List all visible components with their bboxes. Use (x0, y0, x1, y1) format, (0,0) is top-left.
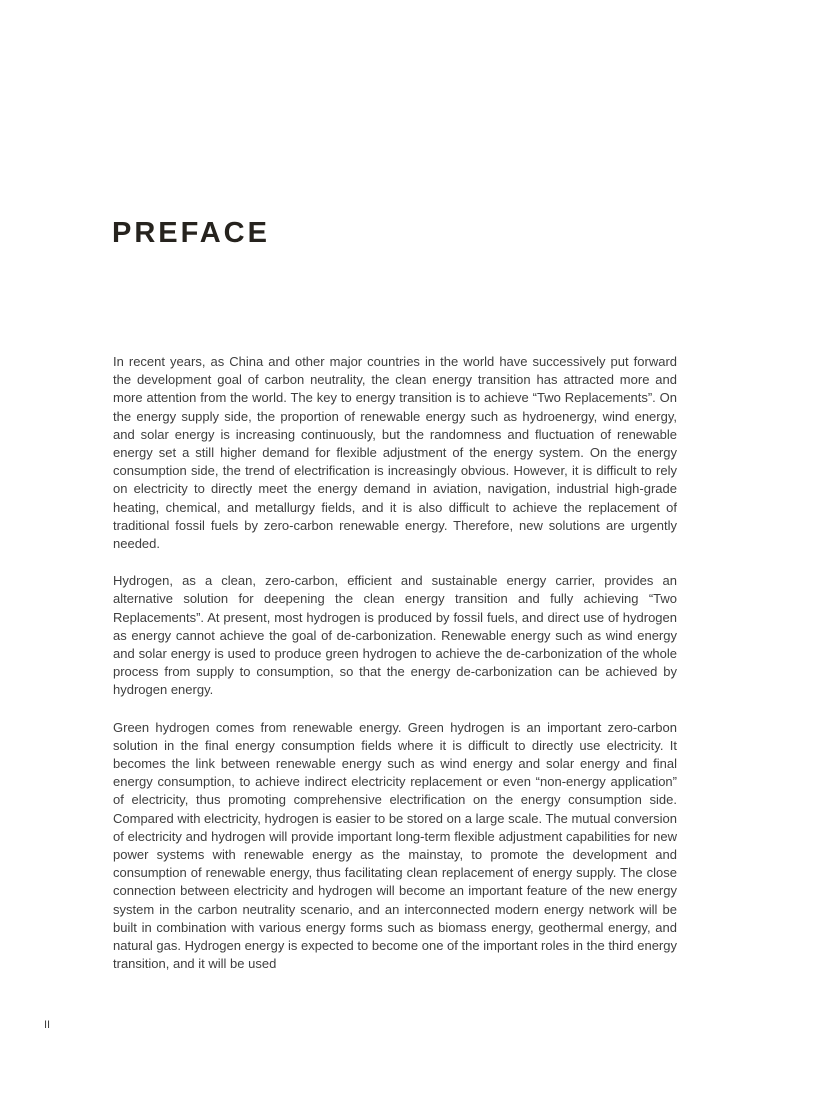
page-number: II (44, 1019, 51, 1031)
paragraph-2: Hydrogen, as a clean, zero-carbon, efficient and sustainable energy carrier, provides an alternative solution for deepening the clean energy transition and fully achieving “Two Replacements”. At present, most hydrogen is produced by fossil fuels, and direct use of hydrogen as energy cannot achieve the goal of de-carbonization. Renewable energy such as wind energy and solar energy is used to produce green hydrogen to achieve the de-carbonization of the whole process from supply to consumption, so that the energy de-carbonization can be achieved by hydrogen energy. (113, 573, 677, 698)
page-title: PREFACE (112, 217, 270, 250)
paragraph-3: Green hydrogen comes from renewable energy. Green hydrogen is an important zero-carbon solution in the final energy consumption fields where it is difficult to directly use electricity. It becomes the link between renewable energy such as wind energy and solar energy and final energy consumption, to achieve indirect electricity replacement or even “non-energy application” of electricity, thus promoting comprehensive electrification on the energy consumption side. Compared with electricity, hydrogen is easier to be stored on a large scale. The mutual conversion of electricity and hydrogen will provide important long-term flexible adjustment capabilities for new power systems with renewable energy as the mainstay, to promote the development and consumption of renewable energy, thus facilitating clean replacement of energy supply. The close connection between electricity and hydrogen will become an important feature of the new energy system in the carbon neutrality scenario, and an interconnected modern energy network will be built in combination with various energy forms such as biomass energy, geothermal energy, and natural gas. Hydrogen energy is expected to become one of the important roles in the third energy transition, and it will be used (113, 719, 677, 972)
paragraph-1: In recent years, as China and other major countries in the world have successively put forward the development goal of carbon neutrality, the clean energy transition has attracted more and more attention from the world. The key to energy transition is to achieve “Two Replacements”. On the energy supply side, the proportion of renewable energy such as hydroenergy, wind energy, and solar energy is increasing continuously, but the randomness and fluctuation of renewable energy set a still higher demand for flexible adjustment of the energy system. On the energy consumption side, the trend of electrification is increasingly obvious. However, it is difficult to rely on electricity to directly meet the energy demand in aviation, navigation, industrial high-grade heating, chemical, and metallurgy fields, and it is also difficult to achieve the replacement of traditional fossil fuels by zero-carbon renewable energy. Therefore, new solutions are urgently needed. (113, 354, 677, 552)
preface-text-block (113, 353, 677, 993)
